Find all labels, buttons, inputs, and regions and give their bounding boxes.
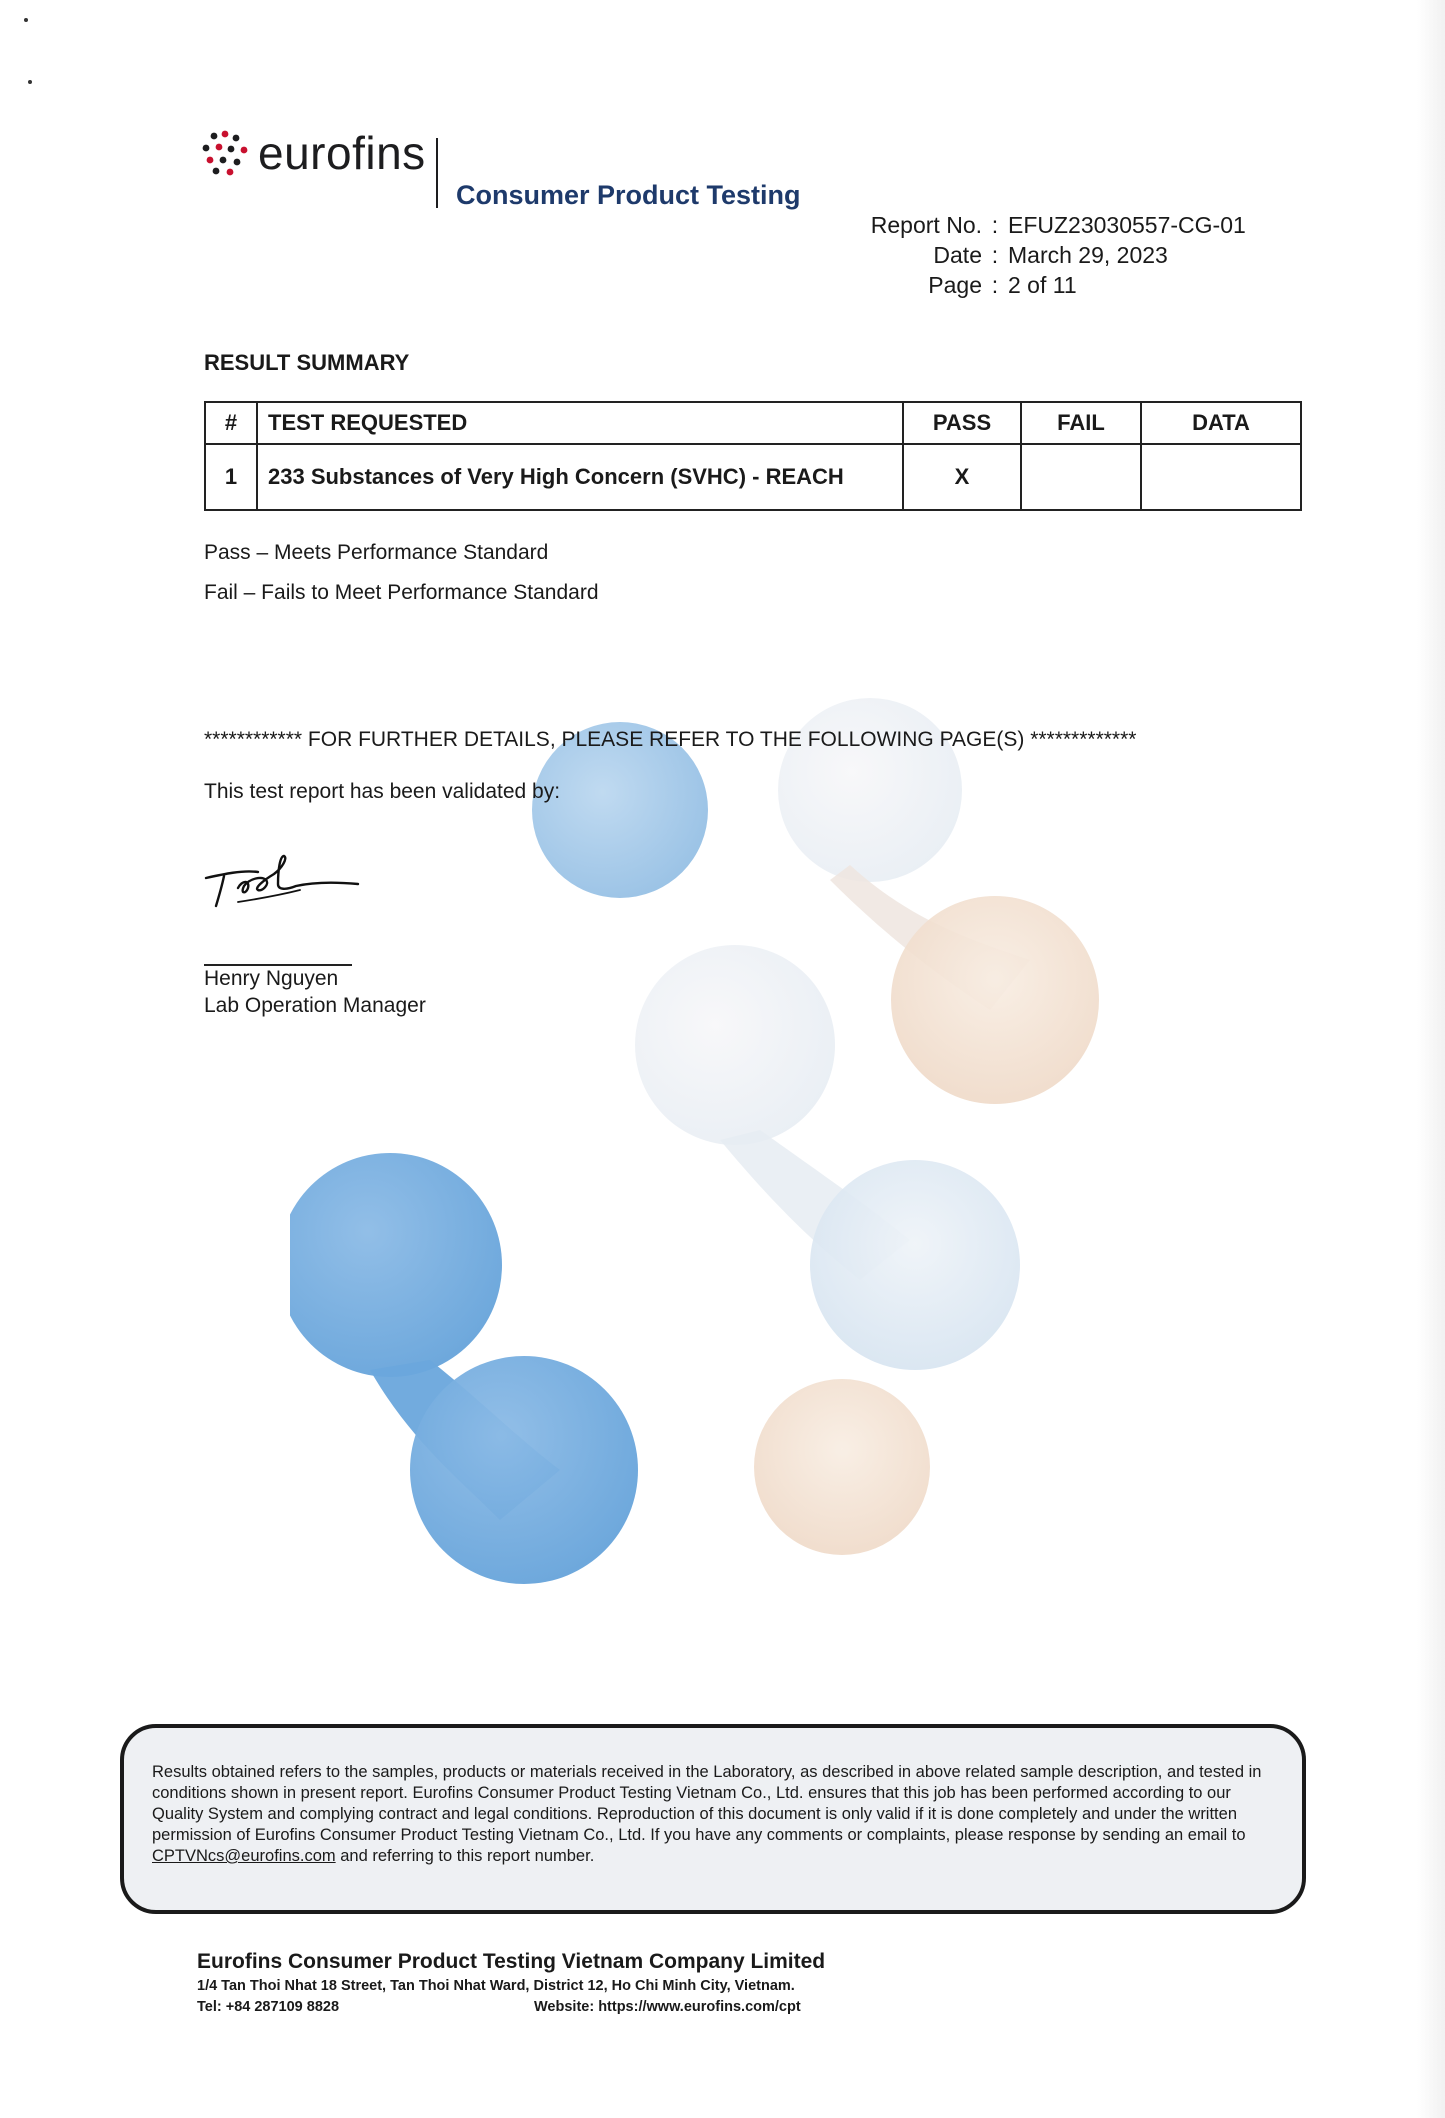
disclaimer-text <box>152 1762 1282 1867</box>
further-details-note: ************ FOR FURTHER DETAILS, PLEASE REFER TO THE FOLLOWING PAGE(S) ************* <box>204 728 1137 751</box>
row-fail-mark <box>1021 444 1141 510</box>
result-summary-table <box>204 401 1302 511</box>
result-summary-title: RESULT SUMMARY <box>204 350 410 375</box>
footer-company-name: Eurofins Consumer Product Testing Vietnam Company Limited <box>197 1950 826 1973</box>
signer-name: Henry Nguyen <box>204 967 339 990</box>
column-header-data: DATA <box>1141 402 1301 444</box>
disclaimer-ending: and referring to this report number. <box>335 1847 595 1865</box>
report-number-value: EFUZ23030557-CG-01 <box>1008 212 1246 238</box>
meta-separator: : <box>991 212 999 238</box>
signer-title: Lab Operation Manager <box>204 994 426 1017</box>
handwritten-signature <box>204 850 364 920</box>
meta-separator: : <box>991 272 999 298</box>
eurofins-logo <box>200 126 426 180</box>
footer-address: 1/4 Tan Thoi Nhat 18 Street, Tan Thoi Nhat Ward, District 12, Ho Chi Minh City, Vietnam. <box>197 1978 795 1994</box>
row-pass-mark: X <box>903 444 1021 510</box>
logo-divider <box>436 138 438 208</box>
column-header-test: TEST REQUESTED <box>257 402 903 444</box>
report-date-value: March 29, 2023 <box>1008 242 1168 268</box>
report-number-row <box>868 210 1246 240</box>
report-page-value: 2 of 11 <box>1008 272 1077 298</box>
report-meta <box>868 210 1246 300</box>
row-number: 1 <box>205 444 257 510</box>
signature-line <box>204 964 352 966</box>
eurofins-watermark-graphic <box>290 680 1190 1610</box>
legend-pass: Pass – Meets Performance Standard <box>204 541 549 564</box>
report-date-row <box>868 240 1246 270</box>
report-page-label: Page <box>928 272 982 298</box>
header-subtitle: Consumer Product Testing <box>456 180 801 210</box>
contact-email-link[interactable]: CPTVNcs@eurofins.com <box>152 1847 336 1865</box>
report-date-label: Date <box>933 242 982 268</box>
meta-separator: : <box>991 242 999 268</box>
logo-wordmark: eurofins <box>258 127 426 179</box>
footer-telephone: Tel: +84 287109 8828 <box>197 1999 340 2015</box>
column-header-number: # <box>205 402 257 444</box>
report-number-label: Report No. <box>870 212 982 238</box>
scan-speck <box>28 80 32 84</box>
footer-website[interactable]: Website: https://www.eurofins.com/cpt <box>534 1999 801 2015</box>
legend-fail: Fail – Fails to Meet Performance Standard <box>204 581 599 604</box>
column-header-pass: PASS <box>903 402 1021 444</box>
scan-edge-shadow <box>1417 0 1445 2118</box>
column-header-fail: FAIL <box>1021 402 1141 444</box>
report-page-row <box>868 270 1246 300</box>
scan-speck <box>24 18 28 22</box>
validated-by-label: This test report has been validated by: <box>204 780 561 803</box>
disclaimer-body: Results obtained refers to the samples, products or materials received in the Laboratory, as described in above related sample description, and tested in conditions shown in present report. Eurofins Consumer Product Testing Vietnam Co., Ltd. ensures that this job has been performed according to our Quality System and complying contract and legal conditions. Reproduction of this document is only valid if it is done completely and under the written permission of Eurofins Consumer Product Testing Vietnam Co., Ltd. If you have any comments or complaints, please response by sending an email to <box>152 1763 1262 1844</box>
table-row <box>205 444 1301 510</box>
table-header-row <box>205 402 1301 444</box>
row-data-mark <box>1141 444 1301 510</box>
row-test-requested: 233 Substances of Very High Concern (SVHC) - REACH <box>257 444 903 510</box>
eurofins-logo-dots-icon <box>200 128 250 178</box>
